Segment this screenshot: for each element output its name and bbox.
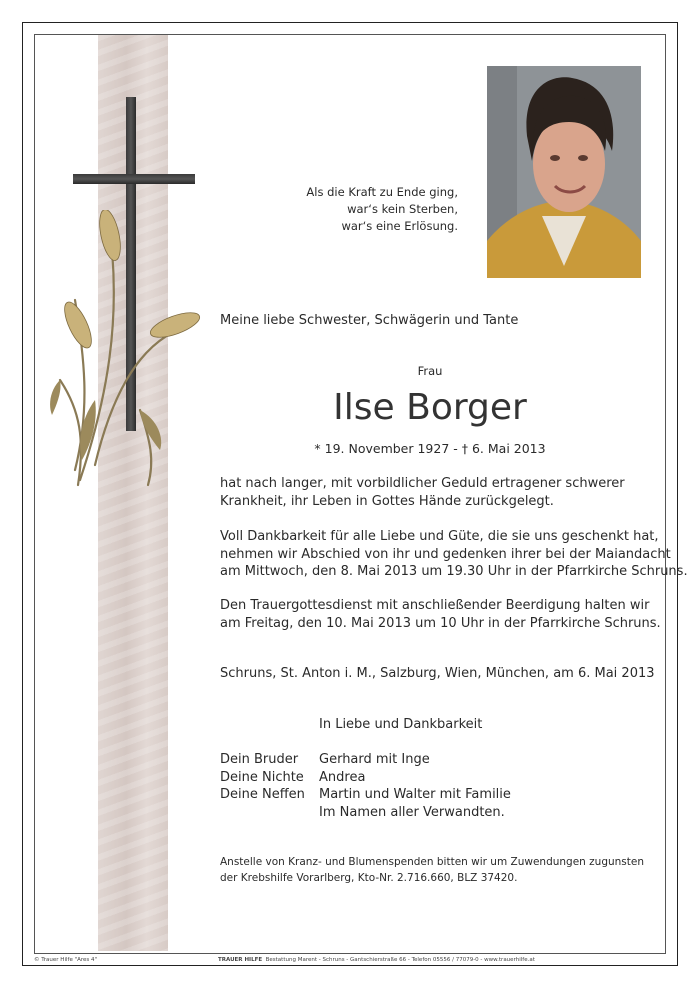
wheat-icon xyxy=(40,210,210,500)
relative-names: Gerhard mit Inge xyxy=(319,752,430,767)
paragraph-2 xyxy=(220,528,688,581)
deceased-name: Ilse Borger xyxy=(333,387,527,428)
text-line: der Krebshilfe Vorarlberg, Kto-Nr. 2.716.660, BLZ 37420. xyxy=(220,872,518,884)
intro-text: Meine liebe Schwester, Schwägerin und Tante xyxy=(220,313,519,328)
donation-note xyxy=(220,854,644,886)
relative-names: Andrea xyxy=(319,769,366,785)
quote-line: Als die Kraft zu Ende ging, xyxy=(306,185,458,199)
relative-row xyxy=(220,751,511,769)
love-line: In Liebe und Dankbarkeit xyxy=(319,717,483,732)
paragraph-1 xyxy=(220,475,625,510)
salutation: Frau xyxy=(417,364,443,378)
relative-names: Im Namen aller Verwandten. xyxy=(319,804,505,820)
relative-role: Deine Neffen xyxy=(220,787,305,802)
text-line: am Mittwoch, den 8. Mai 2013 um 19.30 Uhr in der Pfarrkirche Schruns. xyxy=(220,564,688,579)
relatives-list xyxy=(220,751,511,821)
relative-names: Martin und Walter mit Familie xyxy=(319,787,511,802)
footer-copyright: © Trauer Hilfe "Ares 4" xyxy=(34,957,98,963)
relative-row xyxy=(220,769,511,787)
text-line: Den Trauergottesdienst mit anschließender Beerdigung halten wir xyxy=(220,598,650,613)
place-date: Schruns, St. Anton i. M., Salzburg, Wien, München, am 6. Mai 2013 xyxy=(220,666,655,681)
quote-line: war‘s kein Sterben, xyxy=(347,202,458,216)
quote-line: war‘s eine Erlösung. xyxy=(341,219,458,233)
relative-row xyxy=(220,786,511,804)
text-line: Voll Dankbarkeit für alle Liebe und Güte, die sie uns geschenkt hat, xyxy=(220,529,659,544)
portrait-photo xyxy=(487,66,641,278)
cross-icon-bar xyxy=(73,174,195,184)
relative-row xyxy=(220,804,511,822)
quote xyxy=(306,184,458,235)
footer-brand: TRAUER HILFE xyxy=(218,957,263,963)
relative-role: Dein Bruder xyxy=(220,752,299,767)
relative-role: Deine Nichte xyxy=(220,769,304,785)
life-dates: * 19. November 1927 - † 6. Mai 2013 xyxy=(314,441,546,456)
footer-imprint xyxy=(218,957,535,963)
paragraph-3 xyxy=(220,597,661,632)
text-line: hat nach langer, mit vorbildlicher Geduld ertragener schwerer xyxy=(220,476,625,491)
text-line: Krankheit, ihr Leben in Gottes Hände zurückgelegt. xyxy=(220,493,554,509)
footer-address: Bestattung Marent - Schruns - Gantschierstraße 66 - Telefon 05556 / 77079-0 - www.trauerhilfe.at xyxy=(265,957,535,963)
text-line: nehmen wir Abschied von ihr und gedenken ihrer bei der Maiandacht xyxy=(220,546,671,562)
text-line: am Freitag, den 10. Mai 2013 um 10 Uhr in der Pfarrkirche Schruns. xyxy=(220,615,661,631)
text-line: Anstelle von Kranz- und Blumenspenden bitten wir um Zuwendungen zugunsten xyxy=(220,856,645,868)
